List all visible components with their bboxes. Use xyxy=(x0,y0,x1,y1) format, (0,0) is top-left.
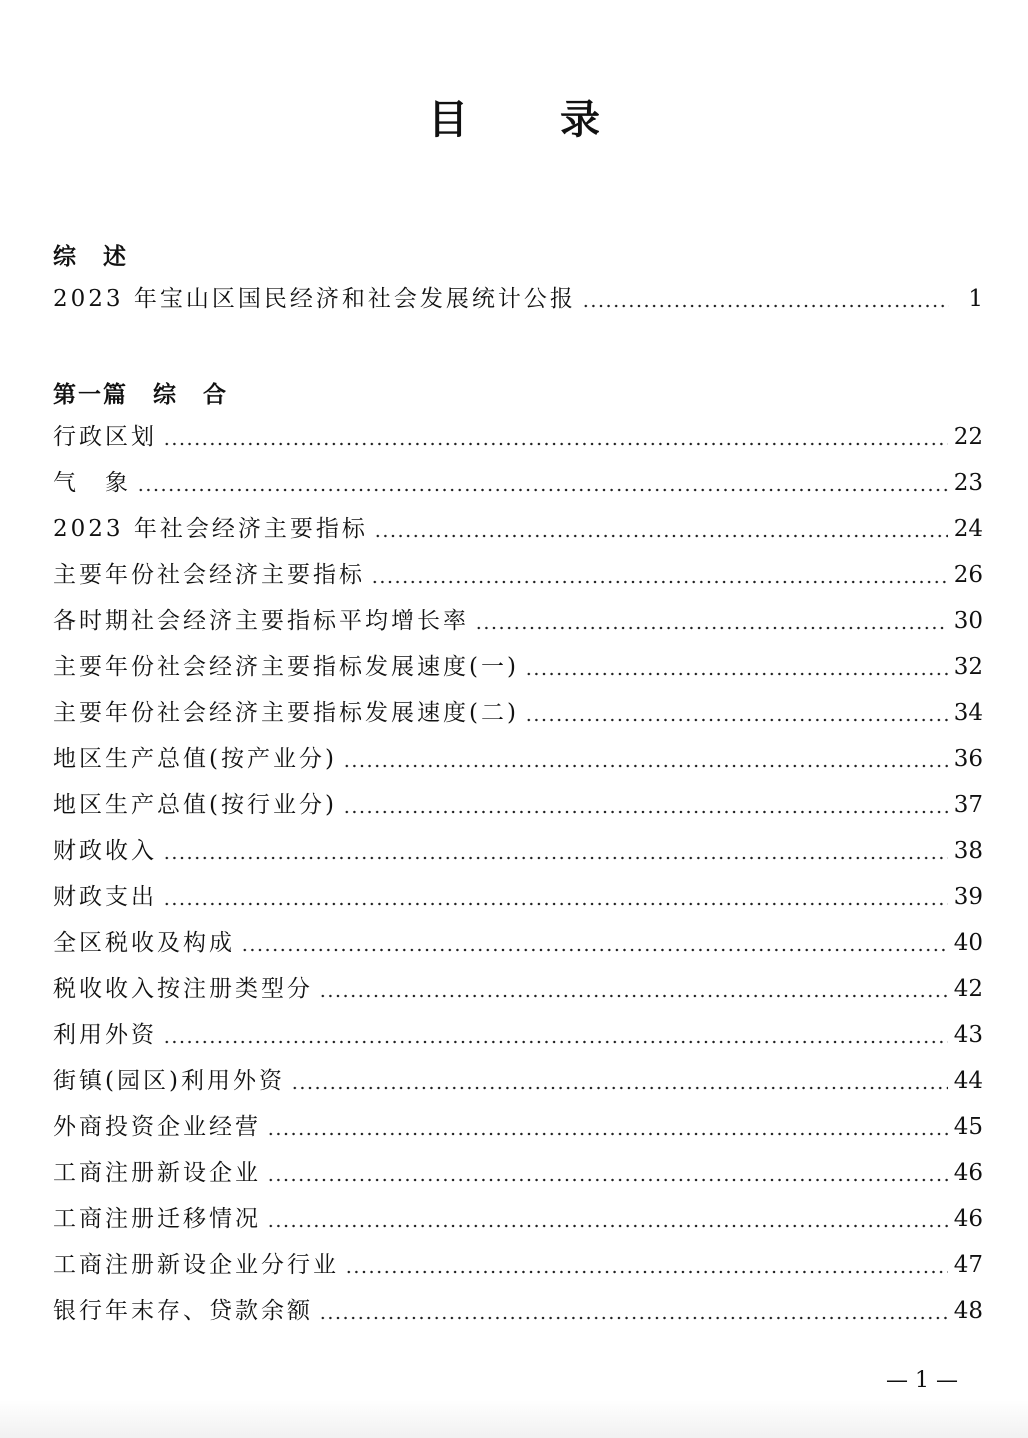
dot-leader xyxy=(525,718,948,722)
dot-leader xyxy=(163,442,948,446)
toc-entry[interactable] xyxy=(53,1204,983,1234)
dot-leader xyxy=(319,1316,948,1320)
toc-entry[interactable] xyxy=(53,514,983,544)
toc-entry-label: 利用外资 xyxy=(53,1022,157,1048)
page-title xyxy=(0,88,1028,145)
toc-entry-label: 地区生产总值(按产业分) xyxy=(53,746,337,772)
page-bottom-shade xyxy=(0,1400,1028,1438)
dot-leader xyxy=(345,1270,948,1274)
toc-entry-page: 46 xyxy=(953,1160,983,1186)
page-number-footer: — 1 — xyxy=(886,1368,958,1393)
toc-entry-label: 气 象 xyxy=(53,470,131,496)
toc-entry[interactable] xyxy=(53,422,983,452)
toc-entry-page: 37 xyxy=(953,792,983,818)
dot-leader xyxy=(241,948,948,952)
toc-entry[interactable] xyxy=(53,606,983,636)
toc-entry-label: 2023 年宝山区国民经济和社会发展统计公报 xyxy=(53,286,576,312)
dot-leader xyxy=(291,1086,948,1090)
toc-entry-page: 40 xyxy=(953,930,983,956)
toc-entry[interactable] xyxy=(53,1250,983,1280)
dot-leader xyxy=(163,902,948,906)
toc-entry[interactable] xyxy=(53,790,983,820)
section-heading-part-one: 第一篇 综 合 xyxy=(53,382,228,408)
toc-entry-label: 行政区划 xyxy=(53,424,157,450)
toc-entry-page: 46 xyxy=(953,1206,983,1232)
toc-entry-page: 32 xyxy=(953,654,983,680)
toc-entry-page: 24 xyxy=(953,516,983,542)
toc-entry-page: 47 xyxy=(953,1252,983,1278)
toc-entry[interactable] xyxy=(53,974,983,1004)
toc-entry-label: 主要年份社会经济主要指标发展速度(一) xyxy=(53,654,519,680)
toc-entry[interactable] xyxy=(53,1066,983,1096)
toc-entry-label: 工商注册新设企业分行业 xyxy=(53,1252,339,1278)
toc-entry-label: 各时期社会经济主要指标平均增长率 xyxy=(53,608,469,634)
page-title-part-1: 目 xyxy=(428,97,468,143)
toc-entry-page: 44 xyxy=(953,1068,983,1094)
toc-entry[interactable] xyxy=(53,1112,983,1142)
toc-entry-page: 42 xyxy=(953,976,983,1002)
dot-leader xyxy=(267,1178,948,1182)
toc-entry-label: 银行年末存、贷款余额 xyxy=(53,1298,313,1324)
toc-entry-label: 全区税收及构成 xyxy=(53,930,235,956)
toc-entry[interactable] xyxy=(53,1296,983,1326)
toc-entry[interactable] xyxy=(53,284,983,314)
dot-leader xyxy=(267,1132,948,1136)
toc-entry[interactable] xyxy=(53,882,983,912)
toc-entry-label: 街镇(园区)利用外资 xyxy=(53,1068,285,1094)
toc-entry[interactable] xyxy=(53,1020,983,1050)
toc-entry-label: 地区生产总值(按行业分) xyxy=(53,792,337,818)
toc-entry-page: 22 xyxy=(953,424,983,450)
toc-entry-label: 工商注册新设企业 xyxy=(53,1160,261,1186)
toc-entry-page: 48 xyxy=(953,1298,983,1324)
toc-entry-label: 2023 年社会经济主要指标 xyxy=(53,516,368,542)
page-title-part-2: 录 xyxy=(560,97,600,143)
dot-leader xyxy=(371,580,948,584)
toc-entry[interactable] xyxy=(53,836,983,866)
toc-entry[interactable] xyxy=(53,744,983,774)
dot-leader xyxy=(163,1040,948,1044)
dot-leader xyxy=(343,764,948,768)
toc-entry-label: 外商投资企业经营 xyxy=(53,1114,261,1140)
toc-entry-page: 23 xyxy=(953,470,983,496)
toc-entry[interactable] xyxy=(53,698,983,728)
toc-entry-page: 1 xyxy=(968,286,983,312)
toc-entry-page: 34 xyxy=(953,700,983,726)
toc-entry-page: 30 xyxy=(953,608,983,634)
toc-entry-page: 43 xyxy=(953,1022,983,1048)
toc-entry[interactable] xyxy=(53,560,983,590)
toc-entry-page: 39 xyxy=(953,884,983,910)
dot-leader xyxy=(525,672,948,676)
dot-leader xyxy=(475,626,948,630)
toc-entry[interactable] xyxy=(53,1158,983,1188)
toc-entry[interactable] xyxy=(53,652,983,682)
dot-leader xyxy=(582,304,949,308)
dot-leader xyxy=(319,994,948,998)
toc-entry[interactable] xyxy=(53,928,983,958)
section-heading-overview: 综 述 xyxy=(53,244,128,270)
toc-entry-page: 45 xyxy=(953,1114,983,1140)
toc-entry-page: 26 xyxy=(953,562,983,588)
toc-entry-label: 工商注册迁移情况 xyxy=(53,1206,261,1232)
toc-entry-label: 主要年份社会经济主要指标 xyxy=(53,562,365,588)
dot-leader xyxy=(343,810,948,814)
toc-entry-label: 税收收入按注册类型分 xyxy=(53,976,313,1002)
toc-entry-page: 38 xyxy=(953,838,983,864)
dot-leader xyxy=(374,534,948,538)
dot-leader xyxy=(267,1224,948,1228)
toc-entry-label: 财政收入 xyxy=(53,838,157,864)
toc-entry-label: 主要年份社会经济主要指标发展速度(二) xyxy=(53,700,519,726)
dot-leader xyxy=(137,488,948,492)
dot-leader xyxy=(163,856,948,860)
toc-entry-label: 财政支出 xyxy=(53,884,157,910)
toc-entry[interactable] xyxy=(53,468,983,498)
toc-entry-page: 36 xyxy=(953,746,983,772)
